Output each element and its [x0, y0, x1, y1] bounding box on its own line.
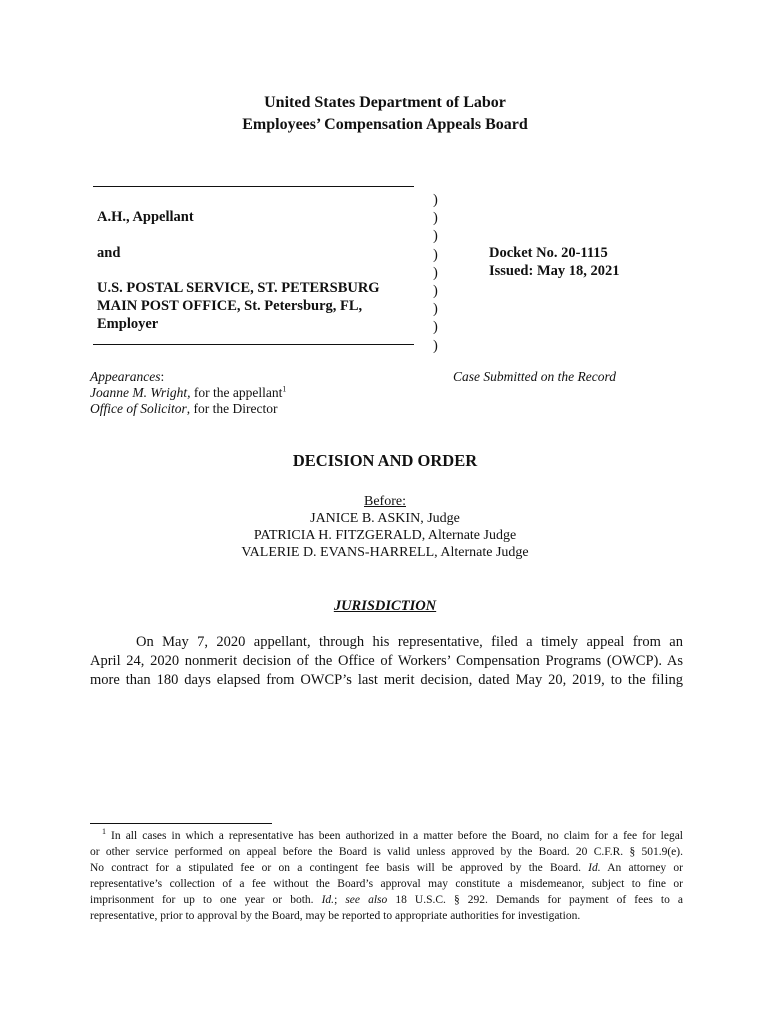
caption-and: and: [97, 245, 121, 261]
jurisdiction-line-2: April 24, 2020 nonmerit decision of the Office of Workers’ Compensation Programs (OWCP). As: [90, 653, 683, 669]
judge-3: VALERIE D. EVANS-HARRELL, Alternate Judge: [241, 545, 529, 560]
appearance-appellant: Joanne M. Wright, for the appellant$^1$: [90, 384, 287, 400]
employer-line-2: MAIN POST OFFICE, St. Petersburg, FL,: [97, 298, 363, 314]
caption-top-rule: [93, 186, 414, 187]
docket-number: Docket No. 20-1115: [489, 245, 608, 261]
footnote-line-5: imprisonment for up to one year or both. Id.; see also 18 U.S.C. § 292. Demands for payment of fees to a: [90, 894, 683, 906]
board-title: Employees’ Compensation Appeals Board: [242, 116, 528, 133]
appellant-name: A.H., Appellant: [97, 209, 194, 225]
footnote-number: 1: [102, 827, 106, 837]
judge-1: JANICE B. ASKIN, Judge: [310, 511, 460, 526]
before-label: Before:: [364, 494, 406, 509]
decision-title: DECISION AND ORDER: [292, 451, 478, 470]
footnote-line-4: representative’s collection of a fee without the Board’s approval may constitute a misdemeanor, subject to fine or: [90, 878, 683, 890]
employer-line-1: U.S. POSTAL SERVICE, ST. PETERSBURG: [97, 280, 380, 296]
judge-2: PATRICIA H. FITZGERALD, Alternate Judge: [253, 528, 517, 543]
footnote-separator: [90, 823, 272, 824]
footnote-line-1: $^1$ In all cases in which a representative has been authorized in a matter before the Board, no claim for a fee for legal: [102, 827, 683, 842]
employer-line-3: Employer: [97, 316, 159, 332]
agency-title: United States Department of Labor: [264, 94, 506, 111]
footnote-line-3: No contract for a stipulated fee or on a contingent fee basis will be approved by the Board. Id. An attorney or: [90, 862, 683, 874]
caption-parentheses: ) ) ) ) ) ) ) ) ): [433, 192, 438, 354]
footnote-line-6: representative, prior to approval by the Board, may be reported to appropriate authorities for investigation.: [90, 910, 581, 922]
appearances-label: Appearances:: [90, 369, 165, 384]
case-submitted-note: Case Submitted on the Record: [453, 369, 616, 384]
appearance-director: Office of Solicitor, for the Director: [90, 401, 278, 416]
jurisdiction-line-1: On May 7, 2020 appellant, through his representative, filed a timely appeal from an: [136, 634, 683, 650]
jurisdiction-line-3: more than 180 days elapsed from OWCP’s last merit decision, dated May 20, 2019, to the filing: [90, 672, 683, 688]
jurisdiction-heading: JURISDICTION: [333, 598, 437, 614]
footnote-line-2: or other service performed on appeal before the Board is valid unless approved by the Board. 20 C.F.R. § 501.9(e).: [90, 846, 683, 858]
caption-bottom-rule: [93, 344, 414, 345]
footnote-reference: 1: [282, 384, 287, 394]
issued-date: Issued: May 18, 2021: [489, 263, 620, 279]
